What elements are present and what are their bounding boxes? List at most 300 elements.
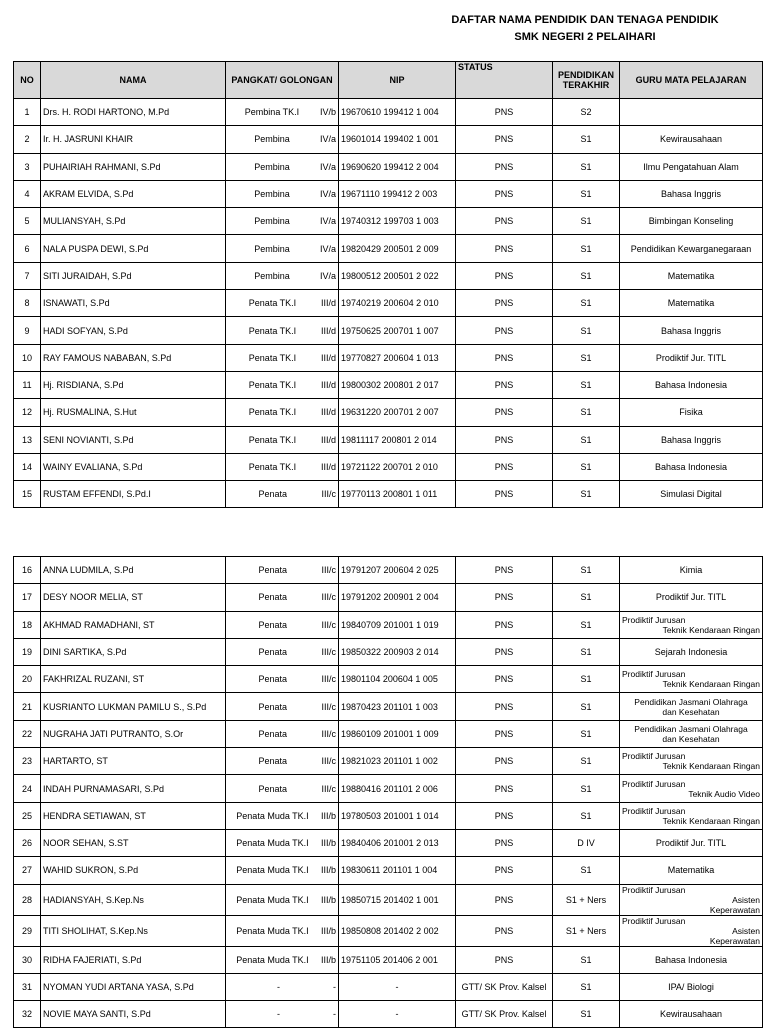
rank-cell xyxy=(226,693,339,720)
status-cell: GTT/ SK Prov. Kalsel xyxy=(456,1001,553,1028)
subject-cell: Simulasi Digital xyxy=(620,481,763,508)
nip-cell: 19811117 200801 2 014 xyxy=(339,426,456,453)
status-cell: PNS xyxy=(456,857,553,884)
row-number: 22 xyxy=(14,720,41,747)
subject-cell: Bahasa Indonesia xyxy=(620,371,763,398)
row-number: 2 xyxy=(14,126,41,153)
rank-label: Pembina xyxy=(254,243,290,254)
row-number: 17 xyxy=(14,584,41,611)
nip-cell: 19631220 200701 2 007 xyxy=(339,399,456,426)
nip-cell: 19880416 201101 2 006 xyxy=(339,775,456,802)
rank-cell xyxy=(226,557,339,584)
subject-cell xyxy=(620,748,763,775)
subject-cell: Prodiktif Jur. TITL xyxy=(620,344,763,371)
table-row xyxy=(14,973,763,1000)
header-no: NO xyxy=(14,62,41,99)
rank-cell xyxy=(226,584,339,611)
rank-label: Penata xyxy=(258,647,287,658)
rank-label: Pembina xyxy=(254,216,290,227)
rank-cell xyxy=(226,481,339,508)
table-row xyxy=(14,290,763,317)
grade-label: IV/a xyxy=(319,243,336,254)
education-cell: S1 xyxy=(553,611,620,638)
subject-cell: Matematika xyxy=(620,262,763,289)
row-number: 16 xyxy=(14,557,41,584)
education-cell: S1 xyxy=(553,481,620,508)
subject-line-2: Teknik Kendaraan Ringan xyxy=(662,679,760,690)
education-cell: S1 xyxy=(553,317,620,344)
grade-label: III/d xyxy=(320,298,336,309)
subject-cell xyxy=(620,884,763,915)
rank-label: Pembina TK.I xyxy=(244,107,300,118)
nip-cell: 19850808 201402 2 002 xyxy=(339,915,456,946)
education-cell: S1 xyxy=(553,666,620,693)
grade-label: IV/a xyxy=(319,270,336,281)
subject-cell: Kewirausahaan xyxy=(620,126,763,153)
subject-cell: Prodiktif Jur. TITL xyxy=(620,584,763,611)
rank-label: Penata xyxy=(258,592,287,603)
table-row xyxy=(14,666,763,693)
status-cell: PNS xyxy=(456,290,553,317)
subject-line-2: Keperawatan xyxy=(709,904,760,915)
nip-cell: 19860109 201001 1 009 xyxy=(339,720,456,747)
subject-line-1: Pendidikan Jasmani Olahraga xyxy=(634,723,748,734)
education-cell: S1 xyxy=(553,973,620,1000)
education-cell: S1 xyxy=(553,1001,620,1028)
nip-cell: 19601014 199402 1 001 xyxy=(339,126,456,153)
rank-cell xyxy=(226,99,339,126)
nip-cell: 19800302 200801 2 017 xyxy=(339,371,456,398)
row-number: 19 xyxy=(14,638,41,665)
grade-label: III/c xyxy=(321,674,336,685)
nip-cell: 19740312 199703 1 003 xyxy=(339,208,456,235)
rank-label: Penata xyxy=(258,674,287,685)
education-cell: S1 xyxy=(553,426,620,453)
nip-cell: 19690620 199412 2 004 xyxy=(339,153,456,180)
subject-cell xyxy=(620,720,763,747)
row-number: 9 xyxy=(14,317,41,344)
table-row xyxy=(14,317,763,344)
rank-cell xyxy=(226,426,339,453)
table-row xyxy=(14,180,763,207)
teacher-name: MULIANSYAH, S.Pd xyxy=(41,208,226,235)
teacher-name: RIDHA FAJERIATI, S.Pd xyxy=(41,946,226,973)
rank-label: Pembina xyxy=(254,134,290,145)
subject-line-2: Keperawatan xyxy=(709,935,760,946)
subject-line-mid: Asisten xyxy=(732,894,760,905)
row-number: 23 xyxy=(14,748,41,775)
row-number: 13 xyxy=(14,426,41,453)
rank-cell xyxy=(226,153,339,180)
row-number: 3 xyxy=(14,153,41,180)
subject-cell: IPA/ Biologi xyxy=(620,973,763,1000)
rank-cell xyxy=(226,180,339,207)
nip-cell: 19770827 200604 1 013 xyxy=(339,344,456,371)
row-number: 26 xyxy=(14,829,41,856)
rank-cell xyxy=(226,126,339,153)
nip-cell: 19840406 201001 2 013 xyxy=(339,829,456,856)
subject-line-1: Pendidikan Jasmani Olahraga xyxy=(634,696,748,707)
grade-label: III/c xyxy=(321,565,336,576)
table-row xyxy=(14,638,763,665)
rank-label: Penata TK.I xyxy=(248,352,297,363)
grade-label: III/d xyxy=(320,462,336,472)
row-number: 6 xyxy=(14,235,41,262)
row-number: 12 xyxy=(14,399,41,426)
grade-label: III/b xyxy=(320,838,336,849)
grade-label: III/b xyxy=(320,954,336,965)
grade-label: III/c xyxy=(321,728,336,739)
teacher-name: RUSTAM EFFENDI, S.Pd.I xyxy=(41,481,226,508)
subject-cell: Bahasa Inggris xyxy=(620,317,763,344)
teacher-name: RAY FAMOUS NABABAN, S.Pd xyxy=(41,344,226,371)
table-row xyxy=(14,946,763,973)
row-number: 20 xyxy=(14,666,41,693)
row-number: 32 xyxy=(14,1001,41,1028)
table-row xyxy=(14,857,763,884)
status-cell: PNS xyxy=(456,453,553,480)
teacher-name: Drs. H. RODI HARTONO, M.Pd xyxy=(41,99,226,126)
subject-line-1: Prodiktif Jurusan xyxy=(622,778,686,789)
rank-cell xyxy=(226,235,339,262)
status-cell: PNS xyxy=(456,829,553,856)
table-row xyxy=(14,775,763,802)
education-cell: S1 xyxy=(553,857,620,884)
subject-cell xyxy=(620,99,763,126)
table-row xyxy=(14,208,763,235)
nip-cell: 19840709 201001 1 019 xyxy=(339,611,456,638)
teacher-name: WAHID SUKRON, S.Pd xyxy=(41,857,226,884)
teacher-name: NYOMAN YUDI ARTANA YASA, S.Pd xyxy=(41,973,226,1000)
status-cell: PNS xyxy=(456,584,553,611)
education-cell: S1 + Ners xyxy=(553,884,620,915)
status-cell: PNS xyxy=(456,915,553,946)
nip-cell: 19850322 200903 2 014 xyxy=(339,638,456,665)
subject-cell xyxy=(620,693,763,720)
grade-label: III/c xyxy=(321,619,336,630)
rank-cell xyxy=(226,208,339,235)
teacher-name: HADI SOFYAN, S.Pd xyxy=(41,317,226,344)
education-cell: S1 xyxy=(553,290,620,317)
table-row xyxy=(14,262,763,289)
grade-label: III/c xyxy=(321,647,336,658)
education-cell: S1 xyxy=(553,208,620,235)
table-row xyxy=(14,557,763,584)
nip-cell: 19870423 201101 1 003 xyxy=(339,693,456,720)
table-row xyxy=(14,126,763,153)
subject-line-2: Teknik Kendaraan Ringan xyxy=(662,624,760,635)
rank-cell xyxy=(226,611,339,638)
nip-cell: - xyxy=(339,973,456,1000)
teacher-name: HENDRA SETIAWAN, ST xyxy=(41,802,226,829)
nip-cell: 19791202 200901 2 004 xyxy=(339,584,456,611)
nip-cell: 19830611 201101 1 004 xyxy=(339,857,456,884)
row-number: 31 xyxy=(14,973,41,1000)
grade-label: IV/a xyxy=(319,134,336,145)
rank-label: Penata TK.I xyxy=(248,298,297,309)
teacher-name: Ir. H. JASRUNI KHAIR xyxy=(41,126,226,153)
rank-cell xyxy=(226,748,339,775)
subject-cell: Bahasa Indonesia xyxy=(620,453,763,480)
row-number: 25 xyxy=(14,802,41,829)
table-row xyxy=(14,915,763,946)
status-cell: PNS xyxy=(456,371,553,398)
row-number: 27 xyxy=(14,857,41,884)
grade-label: III/b xyxy=(320,865,336,876)
rank-label: - xyxy=(277,1009,280,1020)
rank-label: Penata xyxy=(258,728,287,739)
subject-line-2: Teknik Kendaraan Ringan xyxy=(662,815,760,826)
grade-label: - xyxy=(333,1009,336,1020)
education-cell: S1 xyxy=(553,153,620,180)
grade-label: III/d xyxy=(320,380,336,391)
rank-label: Penata xyxy=(258,565,287,576)
status-cell: PNS xyxy=(456,946,553,973)
rank-label: Penata TK.I xyxy=(248,407,297,418)
teacher-name: HARTARTO, ST xyxy=(41,748,226,775)
row-number: 4 xyxy=(14,180,41,207)
row-number: 5 xyxy=(14,208,41,235)
status-cell: PNS xyxy=(456,99,553,126)
teacher-table-page-2 xyxy=(13,556,763,1028)
table-row xyxy=(14,344,763,371)
subject-line-2: dan Kesehatan xyxy=(662,733,720,744)
teacher-name: HADIANSYAH, S.Kep.Ns xyxy=(41,884,226,915)
teacher-name: NUGRAHA JATI PUTRANTO, S.Or xyxy=(41,720,226,747)
rank-cell xyxy=(226,638,339,665)
nip-cell: 19670610 199412 1 004 xyxy=(339,99,456,126)
nip-cell: 19820429 200501 2 009 xyxy=(339,235,456,262)
rank-label: Penata Muda TK.I xyxy=(236,894,309,905)
status-cell: PNS xyxy=(456,180,553,207)
rank-label: Pembina xyxy=(254,189,290,200)
table-row xyxy=(14,371,763,398)
header-nama: NAMA xyxy=(41,62,226,99)
education-cell: S1 xyxy=(553,453,620,480)
rank-cell xyxy=(226,829,339,856)
nip-cell: 19780503 201001 1 014 xyxy=(339,802,456,829)
rank-label: Penata TK.I xyxy=(248,462,297,472)
document-title: DAFTAR NAMA PENDIDIK DAN TENAGA PENDIDIK xyxy=(451,14,719,26)
header-nip: NIP xyxy=(339,62,456,99)
subject-cell xyxy=(620,915,763,946)
row-number: 28 xyxy=(14,884,41,915)
rank-cell xyxy=(226,720,339,747)
subject-line-1: Prodiktif Jurusan xyxy=(622,669,686,680)
status-cell: PNS xyxy=(456,802,553,829)
school-name: SMK NEGERI 2 PELAIHARI xyxy=(514,31,656,43)
grade-label: - xyxy=(333,982,336,992)
nip-cell: 19800512 200501 2 022 xyxy=(339,262,456,289)
rank-label: Penata TK.I xyxy=(248,434,297,445)
rank-cell xyxy=(226,946,339,973)
subject-cell xyxy=(620,802,763,829)
row-number: 15 xyxy=(14,481,41,508)
subject-cell: Prodiktif Jur. TITL xyxy=(620,829,763,856)
subject-cell: Ilmu Pengatahuan Alam xyxy=(620,153,763,180)
rank-label: Penata xyxy=(258,783,287,794)
table-row xyxy=(14,235,763,262)
teacher-name: ANNA LUDMILA, S.Pd xyxy=(41,557,226,584)
subject-line-1: Prodiktif Jurusan xyxy=(622,614,686,625)
nip-cell: 19750625 200701 1 007 xyxy=(339,317,456,344)
grade-label: IV/b xyxy=(319,107,336,118)
status-cell: PNS xyxy=(456,153,553,180)
nip-cell: 19770113 200801 1 011 xyxy=(339,481,456,508)
row-number: 21 xyxy=(14,693,41,720)
education-cell: D IV xyxy=(553,829,620,856)
status-cell: PNS xyxy=(456,666,553,693)
teacher-name: AKRAM ELVIDA, S.Pd xyxy=(41,180,226,207)
grade-label: IV/a xyxy=(319,216,336,227)
subject-cell xyxy=(620,666,763,693)
rank-cell xyxy=(226,802,339,829)
grade-label: III/c xyxy=(321,756,336,767)
subject-cell: Fisika xyxy=(620,399,763,426)
status-cell: PNS xyxy=(456,775,553,802)
table-row xyxy=(14,611,763,638)
table-row xyxy=(14,481,763,508)
subject-line-mid: Asisten xyxy=(732,925,760,936)
table-row xyxy=(14,453,763,480)
rank-cell xyxy=(226,317,339,344)
rank-cell xyxy=(226,262,339,289)
table-row xyxy=(14,748,763,775)
subject-cell: Sejarah Indonesia xyxy=(620,638,763,665)
rank-cell xyxy=(226,371,339,398)
rank-label: Pembina xyxy=(254,270,290,281)
rank-label: Penata xyxy=(258,489,287,500)
rank-label: - xyxy=(277,982,280,992)
header-guru: GURU MATA PELAJARAN xyxy=(620,62,763,99)
table-row xyxy=(14,884,763,915)
teacher-name: Hj. RISDIANA, S.Pd xyxy=(41,371,226,398)
subject-line-1: Prodiktif Jurusan xyxy=(622,884,686,895)
rank-cell xyxy=(226,344,339,371)
education-cell: S1 xyxy=(553,371,620,398)
grade-label: III/d xyxy=(320,325,336,336)
table-row xyxy=(14,693,763,720)
table-row xyxy=(14,426,763,453)
subject-cell xyxy=(620,775,763,802)
nip-cell: 19791207 200604 2 025 xyxy=(339,557,456,584)
status-cell: PNS xyxy=(456,884,553,915)
status-cell: PNS xyxy=(456,693,553,720)
teacher-name: DINI SARTIKA, S.Pd xyxy=(41,638,226,665)
status-cell: PNS xyxy=(456,481,553,508)
nip-cell: 19801104 200604 1 005 xyxy=(339,666,456,693)
education-cell: S1 xyxy=(553,720,620,747)
subject-cell: Matematika xyxy=(620,857,763,884)
subject-cell xyxy=(620,611,763,638)
subject-line-2: Teknik Kendaraan Ringan xyxy=(662,761,760,772)
education-cell: S1 xyxy=(553,126,620,153)
grade-label: III/b xyxy=(320,925,336,936)
status-cell: PNS xyxy=(456,126,553,153)
status-cell: PNS xyxy=(456,557,553,584)
rank-cell xyxy=(226,775,339,802)
subject-cell: Kewirausahaan xyxy=(620,1001,763,1028)
grade-label: III/c xyxy=(321,592,336,603)
grade-label: III/c xyxy=(321,701,336,712)
status-cell: PNS xyxy=(456,638,553,665)
rank-label: Penata xyxy=(258,619,287,630)
teacher-name: FAKHRIZAL RUZANI, ST xyxy=(41,666,226,693)
rank-cell xyxy=(226,884,339,915)
education-cell: S1 xyxy=(553,775,620,802)
header-pendidikan: PENDIDIKAN TERAKHIR xyxy=(553,62,620,99)
grade-label: III/c xyxy=(321,783,336,794)
grade-label: III/b xyxy=(320,894,336,905)
status-cell: PNS xyxy=(456,720,553,747)
rank-cell xyxy=(226,399,339,426)
rank-cell xyxy=(226,666,339,693)
status-cell: GTT/ SK Prov. Kalsel xyxy=(456,973,553,1000)
rank-label: Penata Muda TK.I xyxy=(236,954,309,965)
row-number: 24 xyxy=(14,775,41,802)
status-cell: PNS xyxy=(456,748,553,775)
nip-cell: 19721122 200701 2 010 xyxy=(339,453,456,480)
row-number: 1 xyxy=(14,99,41,126)
status-cell: PNS xyxy=(456,344,553,371)
grade-label: III/d xyxy=(320,352,336,363)
nip-cell: - xyxy=(339,1001,456,1028)
nip-cell: 19751105 201406 2 001 xyxy=(339,946,456,973)
grade-label: IV/a xyxy=(319,161,336,172)
subject-cell: Bahasa Inggris xyxy=(620,426,763,453)
row-number: 18 xyxy=(14,611,41,638)
row-number: 7 xyxy=(14,262,41,289)
rank-cell xyxy=(226,915,339,946)
table-row xyxy=(14,720,763,747)
teacher-name: INDAH PURNAMASARI, S.Pd xyxy=(41,775,226,802)
teacher-name: NALA PUSPA DEWI, S.Pd xyxy=(41,235,226,262)
education-cell: S1 xyxy=(553,235,620,262)
education-cell: S1 xyxy=(553,180,620,207)
row-number: 29 xyxy=(14,915,41,946)
teacher-name: WAINY EVALIANA, S.Pd xyxy=(41,453,226,480)
status-cell: PNS xyxy=(456,611,553,638)
teacher-name: Hj. RUSMALINA, S.Hut xyxy=(41,399,226,426)
table-row xyxy=(14,584,763,611)
education-cell: S1 xyxy=(553,584,620,611)
teacher-table-page-1 xyxy=(13,98,763,508)
table-header xyxy=(13,61,763,99)
nip-cell: 19850715 201402 1 001 xyxy=(339,884,456,915)
nip-cell: 19740219 200604 2 010 xyxy=(339,290,456,317)
row-number: 10 xyxy=(14,344,41,371)
status-cell: PNS xyxy=(456,317,553,344)
teacher-name: TITI SHOLIHAT, S.Kep.Ns xyxy=(41,915,226,946)
subject-cell: Kimia xyxy=(620,557,763,584)
table-row xyxy=(14,153,763,180)
teacher-name: SITI JURAIDAH, S.Pd xyxy=(41,262,226,289)
header-status: STATUS xyxy=(456,62,553,99)
education-cell: S1 xyxy=(553,802,620,829)
header-pangkat: PANGKAT/ GOLONGAN xyxy=(226,62,339,99)
rank-label: Penata Muda TK.I xyxy=(236,925,309,936)
teacher-name: KUSRIANTO LUKMAN PAMILU S., S.Pd xyxy=(41,693,226,720)
rank-label: Penata xyxy=(258,701,287,712)
teacher-name: PUHAIRIAH RAHMANI, S.Pd xyxy=(41,153,226,180)
subject-cell: Bimbingan Konseling xyxy=(620,208,763,235)
rank-cell xyxy=(226,453,339,480)
grade-label: IV/a xyxy=(319,189,336,200)
grade-label: III/c xyxy=(321,489,336,500)
education-cell: S1 xyxy=(553,638,620,665)
status-cell: PNS xyxy=(456,208,553,235)
teacher-name: NOVIE MAYA SANTI, S.Pd xyxy=(41,1001,226,1028)
